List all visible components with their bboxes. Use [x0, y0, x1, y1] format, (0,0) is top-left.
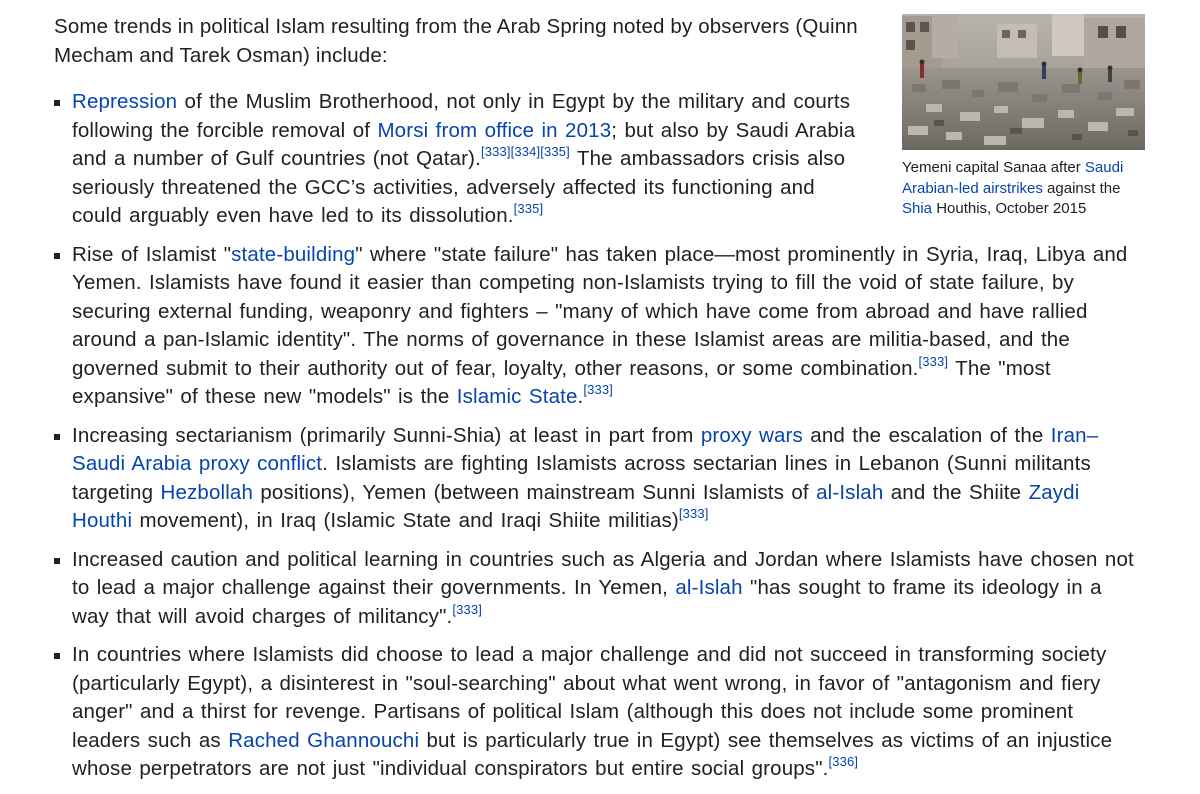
- item-text: Rise of Islamist ": [72, 242, 232, 266]
- wiki-link[interactable]: Iran–Saudi Arabia proxy conflict: [72, 423, 1099, 475]
- intro-paragraph: Some trends in political Islam resulting from the Arab Spring noted by observers (Quinn Mecham and Tarek Osman) include:: [54, 15, 858, 67]
- item-text: "has sought to frame its ideology in a way that will avoid charges of militancy".: [72, 576, 1102, 628]
- bullet-icon: [54, 653, 60, 659]
- wiki-link[interactable]: Repression: [72, 90, 178, 113]
- bullet-icon: [54, 253, 60, 259]
- wiki-link[interactable]: al-Islah: [816, 480, 884, 504]
- wiki-link[interactable]: state-building: [231, 242, 356, 266]
- item-text: and the Shiite: [883, 480, 1029, 504]
- citation-ref[interactable]: [333]: [583, 382, 614, 397]
- bullet-icon: [54, 434, 60, 440]
- item-text: movement), in Iraq (Islamic State and Iraqi Shiite militias): [132, 509, 679, 532]
- caption-link-saudi-airstrikes[interactable]: Saudi Arabian-led airstrikes: [902, 159, 1124, 197]
- list-item: [54, 422, 1139, 536]
- item-text: and the escalation of the: [802, 423, 1051, 447]
- item-text: " where "state failure" has taken place—most prominently in Syria, Iraq, Libya and Yemen. Islamists have found it easier than competing non-Islamists trying to fill the void of state failure, by securing external funding, weaponry and fighters – "many of which have come from abroad and have rallied around a pan-Islamic identity". The norms of governance in these Islamist areas are militia-based, and the governed submit to their authority out of fear, loyalty, other reasons, or some combination.: [72, 242, 1128, 380]
- trends-list: [54, 88, 1139, 794]
- wiki-link[interactable]: Zaydi Houthi: [72, 480, 1080, 532]
- wiki-link[interactable]: proxy wars: [700, 423, 803, 447]
- list-item: [54, 546, 1139, 632]
- item-text: . Islamists are fighting Islamists across sectarian lines in Lebanon (Sunni militants targeting: [72, 452, 1091, 504]
- item-text: but is particularly true in Egypt) see themselves as victims of an injustice whose perpetrators are not just "individual conspirators but entire social groups".: [72, 728, 1113, 780]
- item-text: .: [577, 385, 584, 408]
- citation-ref[interactable]: [335]: [513, 201, 544, 216]
- wiki-link[interactable]: al-Islah: [675, 576, 743, 599]
- caption-text: Yemeni capital Sanaa after: [902, 159, 1085, 176]
- item-text: of the Muslim Brotherhood, not only in Egypt by the military and courts following the forcible removal of: [72, 90, 851, 142]
- caption-link-shia[interactable]: Shia: [902, 200, 933, 217]
- caption-text: Houthis, October 2015: [932, 200, 1087, 217]
- citation-ref[interactable]: [333]: [452, 601, 483, 617]
- item-text: positions), Yemen (between mainstream Sunni Islamists of: [253, 480, 817, 504]
- wiki-link[interactable]: Rached Ghannouchi: [228, 728, 420, 752]
- wiki-link[interactable]: Morsi from office in 2013: [377, 118, 612, 142]
- item-text: ; but also by Saudi Arabia and a number of Gulf countries (not Qatar).: [72, 118, 856, 170]
- list-item: [54, 241, 1139, 412]
- item-text: The ambassadors crisis also seriously threatened the GCC’s activities, adversely affected its functioning and could arguably even have led to its dissolution.: [72, 147, 846, 227]
- wiki-link[interactable]: Hezbollah: [160, 480, 254, 504]
- wiki-link[interactable]: Islamic State: [456, 385, 578, 408]
- bullet-icon: [54, 558, 60, 564]
- item-text: The "most expansive" of these new "models" is the: [72, 356, 1051, 408]
- citation-ref[interactable]: [333]: [918, 353, 949, 369]
- item-text: In countries where Islamists did choose to lead a major challenge and did not succeed in transforming society (particularly Egypt), a disinterest in "soul-searching" about what went wrong, in favor of "antagonism and fiery anger" and a thirst for revenge. Partisans of political Islam (although this does not include some prominent leaders such as: [72, 643, 1107, 752]
- caption-text: against the: [1042, 179, 1121, 197]
- citation-ref[interactable]: [333]: [678, 506, 709, 521]
- list-item: [54, 88, 1139, 231]
- list-item: [54, 641, 1139, 784]
- item-text: Increased caution and political learning in countries such as Algeria and Jordan where Islamists have chosen not to lead a major challenge against their governments. In Yemen,: [72, 547, 1134, 599]
- bullet-icon: [54, 100, 60, 106]
- item-text: Increasing sectarianism (primarily Sunni-Shia) at least in part from: [72, 423, 701, 447]
- citation-ref[interactable]: [333][334][335]: [480, 144, 570, 159]
- citation-ref[interactable]: [336]: [828, 754, 859, 769]
